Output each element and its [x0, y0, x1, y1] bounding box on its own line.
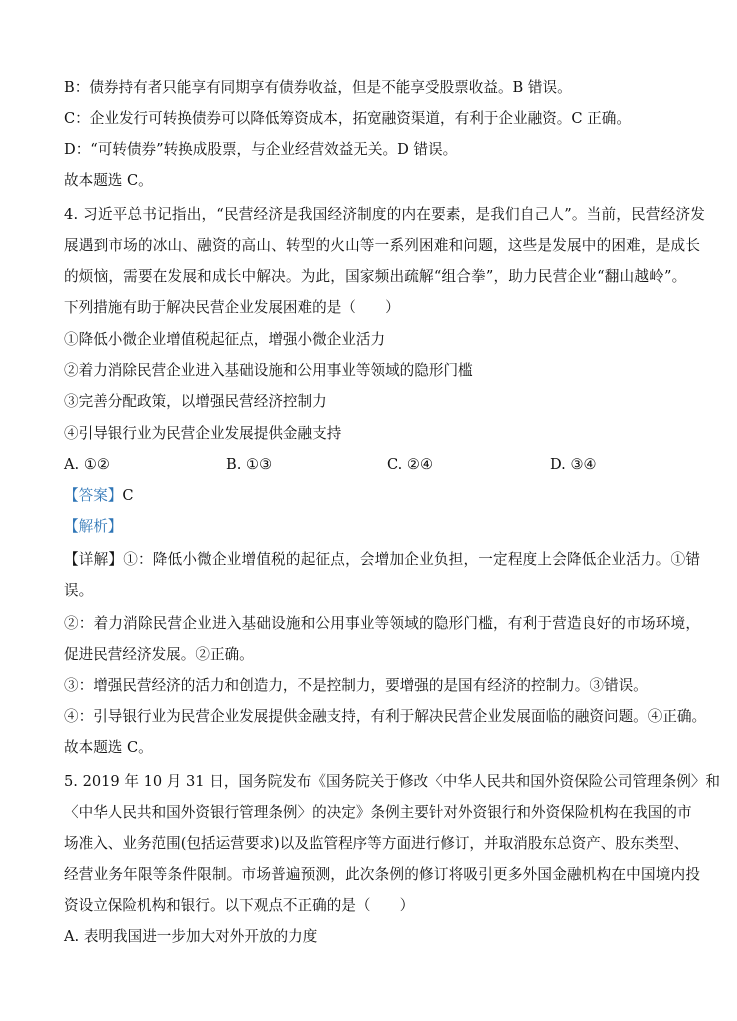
- option-a: A. ①②: [64, 456, 110, 473]
- detail-line: ④：引导银行业为民营企业发展提供金融支持，有利于解决民营企业发展面临的融资问题。④正确。: [64, 708, 707, 725]
- question-4-stem-line: 展遇到市场的冰山、融资的高山、转型的火山等一系列困难和问题，这些是发展中的困难，是成长: [64, 237, 701, 254]
- answer-line: [64, 486, 684, 506]
- detail-line: [64, 550, 701, 570]
- text-line: C：企业发行可转换债券可以降低筹资成本，拓宽融资渠道，有利于企业融资。C 正确。: [64, 110, 631, 127]
- option-d: D. ③④: [550, 456, 597, 473]
- option-b: B. ①③: [226, 456, 273, 473]
- detail-tag: 【详解】: [64, 551, 124, 568]
- text-line: B：债券持有者只能享有同期享有债券收益，但是不能享受股票收益。B 错误。: [64, 79, 572, 96]
- text-line: D：“可转债券”转换成股票，与企业经营效益无关。D 错误。: [64, 141, 458, 158]
- answer-tag: 【答案】: [64, 487, 123, 504]
- detail-text: ①：降低小微企业增值税的起征点，会增加企业负担，一定程度上会降低企业活力。①错: [123, 551, 701, 568]
- analysis-tag: 【解析】: [64, 518, 123, 535]
- option-c: C. ②④: [387, 456, 434, 473]
- question-4-item: ③完善分配政策，以增强民营经济控制力: [64, 393, 327, 410]
- question-5-stem-line: 经营业务年限等条件限制。市场普遍预测，此次条例的修订将吸引更多外国金融机构在中国境内投: [64, 866, 701, 883]
- question-4-stem-line: 4. 习近平总书记指出，“民营经济是我国经济制度的内在要素，是我们自己人”。当前，民营经济发: [64, 206, 706, 223]
- question-4-item: ②着力消除民营企业进入基础设施和公用事业等领域的隐形门槛: [64, 362, 473, 379]
- question-4-stem-line: 下列措施有助于解决民营企业发展困难的是（ ）: [64, 299, 400, 316]
- detail-line: 误。: [64, 582, 94, 599]
- question-4-item: ①降低小微企业增值税起征点，增强小微企业活力: [64, 331, 386, 348]
- question-4-options: [64, 455, 684, 475]
- analysis-line: [64, 517, 684, 537]
- question-5-stem-line: 〈中华人民共和国外资银行管理条例〉的决定》条例主要针对外资银行和外资保险机构在我国的市: [64, 804, 692, 821]
- question-5-option-a: A. 表明我国进一步加大对外开放的力度: [64, 928, 318, 945]
- detail-line: ③：增强民营经济的活力和创造力，不是控制力，要增强的是国有经济的控制力。③错误。: [64, 677, 648, 694]
- detail-line: ②：着力消除民营企业进入基础设施和公用事业等领域的隐形门槛，有利于营造良好的市场环境，: [64, 615, 701, 632]
- question-5-stem-line: 资设立保险机构和银行。以下观点不正确的是（ ）: [64, 897, 415, 914]
- answer-value: C: [122, 487, 134, 504]
- question-5-stem-line: 5. 2019 年 10 月 31 日，国务院发布《国务院关于修改〈中华人民共和国外资保险公司管理条例〉和: [64, 773, 721, 790]
- detail-line: 故本题选 C。: [64, 739, 153, 756]
- detail-line: 促进民营经济发展。②正确。: [64, 646, 254, 663]
- question-4-stem-line: 的烦恼，需要在发展和成长中解决。为此，国家频出疏解“组合拳”，助力民营企业“翻山越岭”。: [64, 268, 687, 285]
- question-5-stem-line: 场准入、业务范围(包括运营要求)以及监管程序等方面进行修订，并取消股东总资产、股东类型、: [64, 835, 689, 852]
- text-line: 故本题选 C。: [64, 172, 153, 189]
- question-4-item: ④引导银行业为民营企业发展提供金融支持: [64, 425, 342, 442]
